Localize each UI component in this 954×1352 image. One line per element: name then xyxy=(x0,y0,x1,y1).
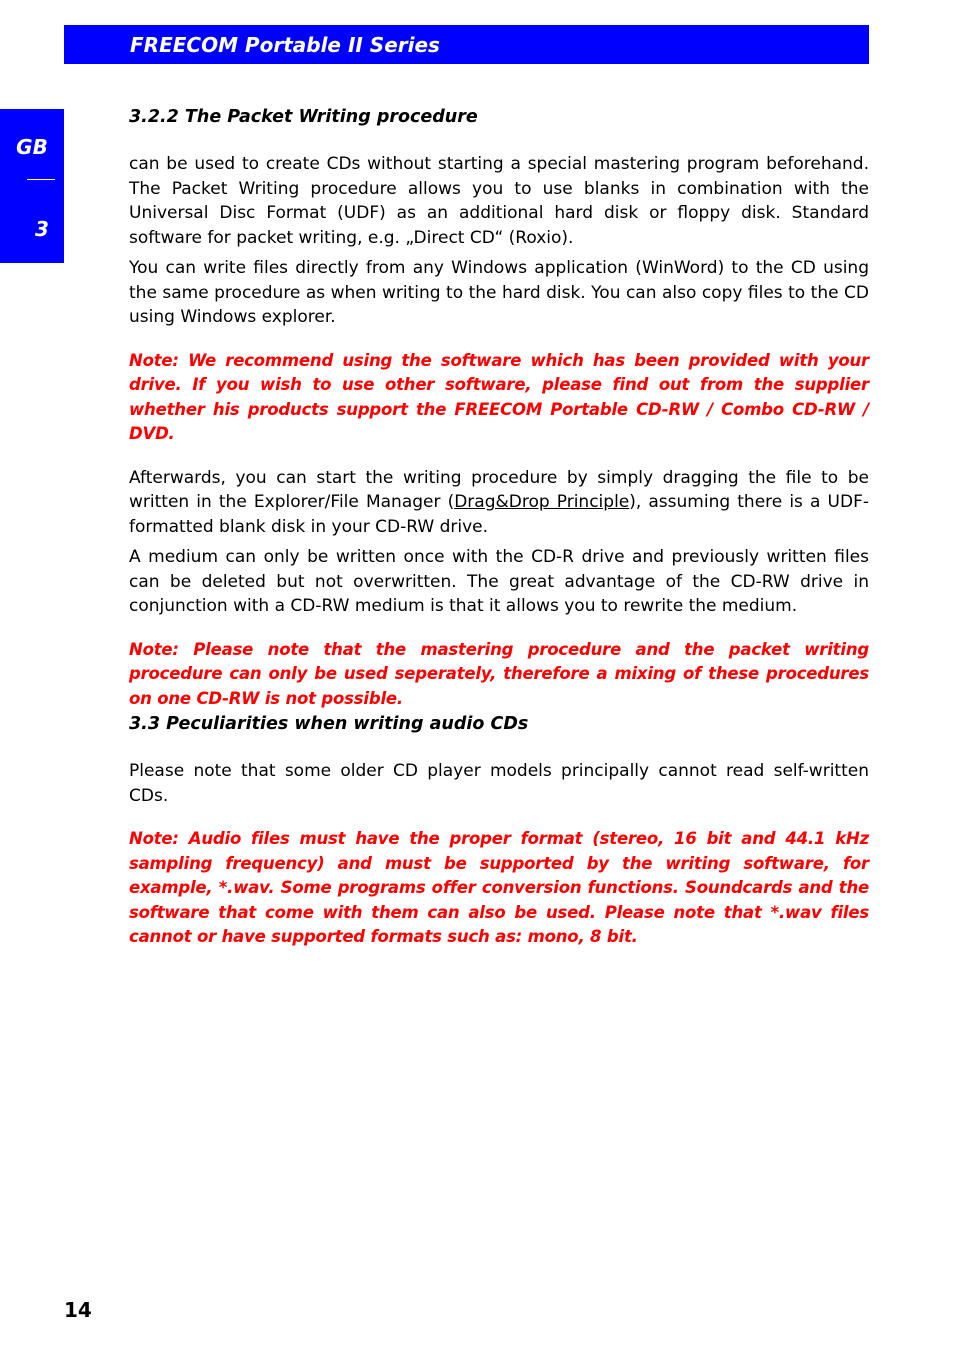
header-bar xyxy=(64,25,869,64)
header-title: FREECOM Portable II Series xyxy=(130,33,440,57)
paragraph-text: Afterwards, you can start the writing procedure by simply dragging the file to be written in the Explorer/File Manager ( xyxy=(129,467,869,512)
page-content xyxy=(129,104,869,950)
paragraph-text: ), assuming there is a UDF-formatted blank disk in your CD-RW drive. xyxy=(129,492,869,537)
paragraph-drag-drop xyxy=(129,466,869,540)
paragraph: A medium can only be written once with the CD-R drive and previously written files can be deleted but not overwritten. The great advantage of the CD-RW drive in conjunction with a CD-RW medium is that it allows you to rewrite the medium. xyxy=(129,547,869,616)
note-audio-format: Note: Audio files must have the proper format (stereo, 16 bit and 44.1 kHz sampling frequency) and must be supported by the writing software, for example, *.wav. Some programs offer conversion functions. Soundcards and the software that come with them can also be used. Please note that *.wav files cannot or have supported formats such as: mono, 8 bit. xyxy=(129,829,869,946)
language-label: GB xyxy=(16,135,48,159)
drag-drop-link[interactable]: Drag&Drop Principle xyxy=(454,492,630,512)
note-recommend-software: Note: We recommend using the software which has been provided with your drive. If you wish to use other software, please find out from the supplier whether his products support the FREECOM Portable CD-RW / Combo CD-RW / DVD. xyxy=(129,350,869,443)
page-number: 14 xyxy=(64,1298,92,1322)
section-heading-audio-cds: 3.3 Peculiarities when writing audio CDs xyxy=(129,714,529,734)
chapter-side-tab xyxy=(0,109,64,263)
paragraph: can be used to create CDs without starting a special mastering program beforehand. The Packet Writing procedure allows you to use blanks in combination with the Universal Disc Format (UDF) as an additional hard disk or floppy disk. Standard software for packet writing, e.g. „Direct CD“ (Roxio). xyxy=(129,154,869,248)
paragraph: Please note that some older CD player models principally cannot read self-written CDs. xyxy=(129,761,869,806)
side-tab-divider xyxy=(27,179,55,180)
note-mastering-procedure: Note: Please note that the mastering procedure and the packet writing procedure can only be used seperately, therefore a mixing of these procedures on one CD-RW is not possible. xyxy=(129,639,869,708)
section-heading-packet-writing: 3.2.2 The Packet Writing procedure xyxy=(129,107,478,127)
chapter-number: 3 xyxy=(35,217,49,241)
paragraph: You can write files directly from any Windows application (WinWord) to the CD using the same procedure as when writing to the hard disk. You can also copy files to the CD using Windows explorer. xyxy=(129,258,869,327)
